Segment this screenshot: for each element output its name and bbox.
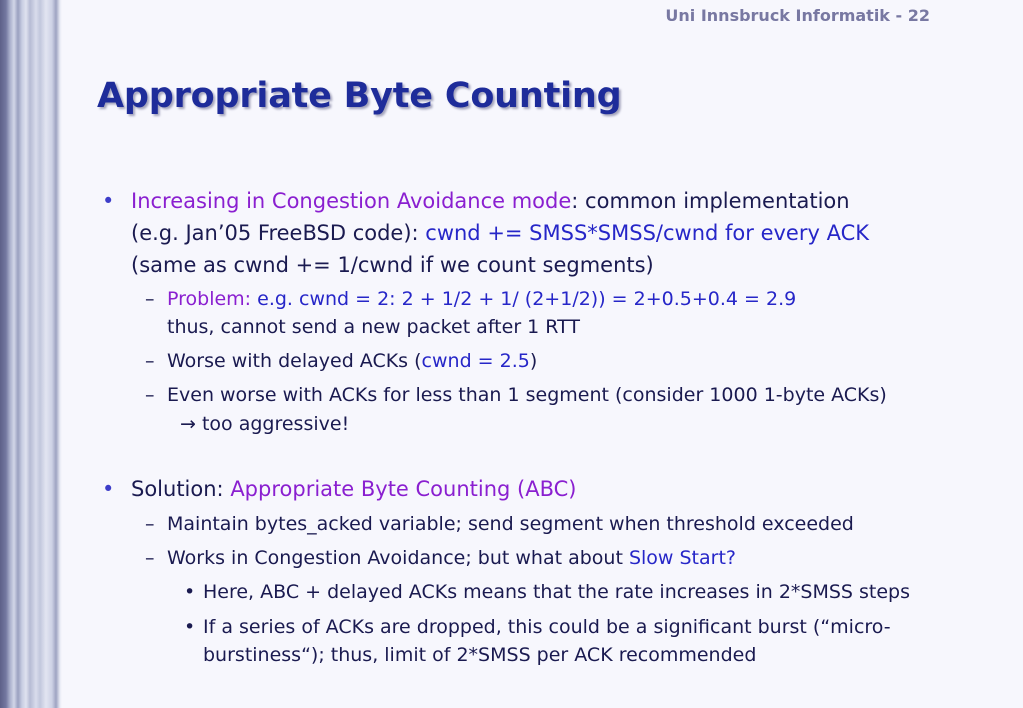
bullet-marker: • xyxy=(102,189,115,213)
sub-1-3-line-2 xyxy=(180,413,349,435)
bullet-1-highlight: Increasing in Congestion Avoidance mode xyxy=(131,189,572,213)
sub-1-2-text: Worse with delayed ACKs ( xyxy=(167,350,422,372)
bullet-marker: • xyxy=(102,477,115,501)
dash-marker: – xyxy=(145,350,155,372)
sub-1-2-formula: cwnd = 2.5 xyxy=(421,350,530,372)
bullet-1-line-2 xyxy=(131,221,869,245)
sub-2-2-text: Works in Congestion Avoidance; but what about xyxy=(167,547,629,569)
dash-marker: – xyxy=(145,513,155,535)
sub-2-2-2-line-2: burstiness“); thus, limit of 2*SMSS per ACK recommended xyxy=(203,644,757,666)
sub-2-2-2-line-1: If a series of ACKs are dropped, this could be a significant burst (“micro- xyxy=(203,616,891,638)
sub-1-1-line-1 xyxy=(167,288,796,310)
sub-2-2-1-line: Here, ABC + delayed ACKs means that the rate increases in 2*SMSS steps xyxy=(203,581,911,603)
solution-label: Solution: xyxy=(131,477,231,501)
slide-footer-label: Uni Innsbruck Informatik - 22 xyxy=(665,6,930,25)
bullet-marker-small: • xyxy=(184,581,196,603)
bullet-1-formula: cwnd += SMSS*SMSS/cwnd for every ACK xyxy=(425,221,869,245)
sub-1-2-line xyxy=(167,350,537,372)
bullet-marker-small: • xyxy=(184,616,196,638)
sub-1-2-text-end: ) xyxy=(529,350,538,372)
sub-2-1-line: Maintain bytes_acked variable; send segment when threshold exceeded xyxy=(167,513,854,535)
decorative-sidebar xyxy=(0,0,62,708)
bullet-1-line-1 xyxy=(131,189,850,213)
sub-1-3-conclusion: too aggressive! xyxy=(201,413,350,435)
bullet-1-text: : common implementation xyxy=(571,189,850,213)
solution-highlight: Appropriate Byte Counting (ABC) xyxy=(230,477,577,501)
bullet-2-line xyxy=(131,477,576,501)
dash-marker: – xyxy=(145,547,155,569)
slow-start-highlight: Slow Start? xyxy=(628,547,736,569)
sub-1-1-line-2: thus, cannot send a new packet after 1 RTT xyxy=(167,316,580,338)
bullet-1-text: (e.g. Jan’05 FreeBSD code): xyxy=(131,221,426,245)
arrow-right-icon: → xyxy=(180,413,196,435)
dash-marker: – xyxy=(145,384,155,406)
slide-title: Appropriate Byte Counting xyxy=(97,76,622,116)
problem-label: Problem: xyxy=(167,288,258,310)
bullet-1-line-3: (same as cwnd += 1/cwnd if we count segments) xyxy=(131,253,654,277)
sub-1-3-line-1: Even worse with ACKs for less than 1 segment (consider 1000 1-byte ACKs) xyxy=(167,384,887,406)
sub-2-2-line xyxy=(167,547,736,569)
dash-marker: – xyxy=(145,288,155,310)
problem-formula: e.g. cwnd = 2: 2 + 1/2 + 1/ (2+1/2)) = 2+0.5+0.4 = 2.9 xyxy=(257,288,797,310)
